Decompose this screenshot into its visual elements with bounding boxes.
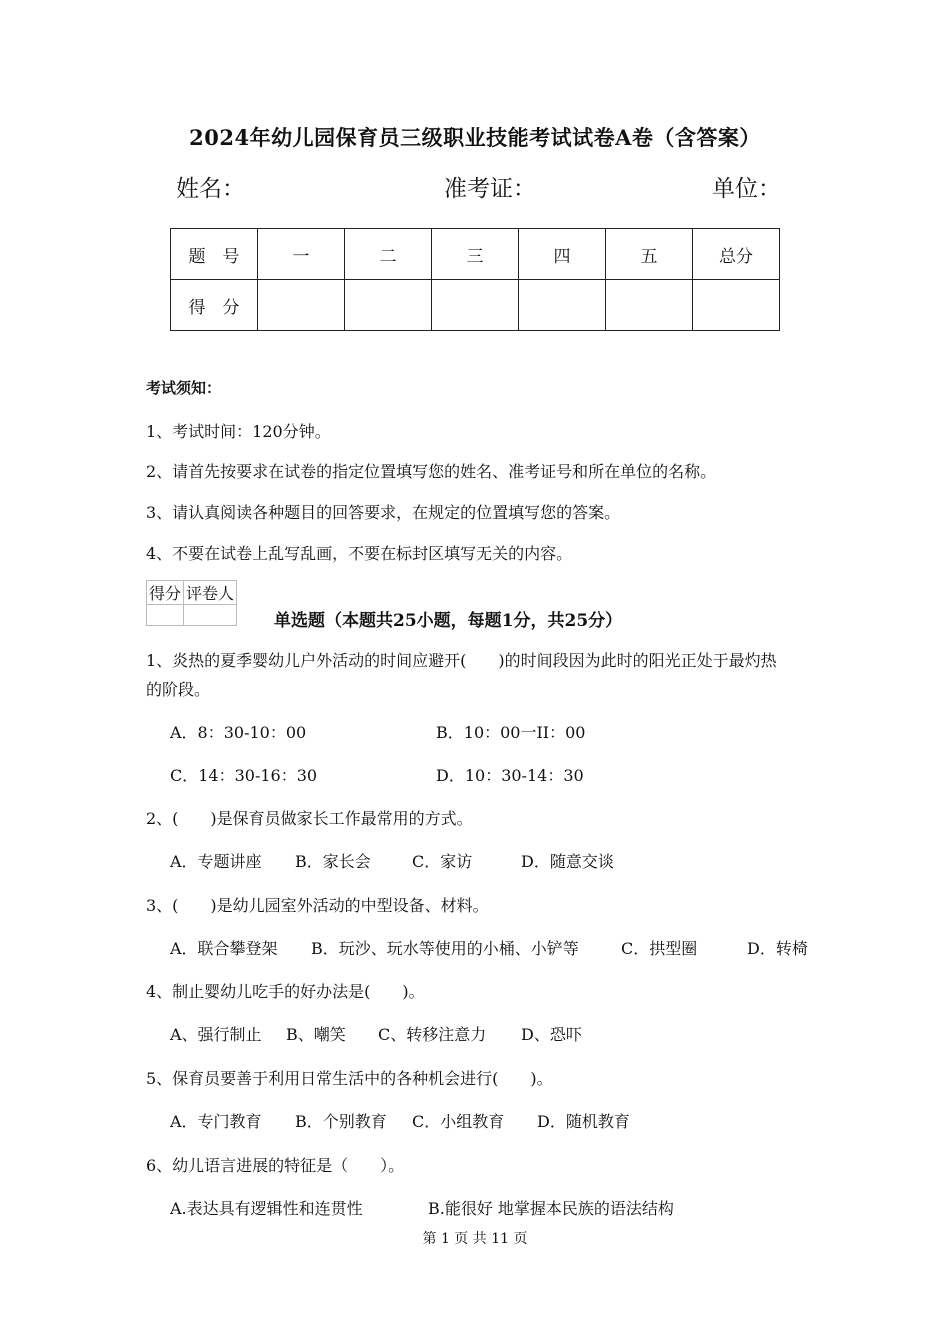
notice-item: 1、考试时间：120分钟。	[146, 422, 331, 441]
score-blank-cell[interactable]	[345, 280, 432, 331]
q1-option-b[interactable]: B．10：00一II：00	[436, 723, 586, 742]
question-6-text: 6、幼儿语言进展的特征是（ ）。	[146, 1156, 405, 1175]
section-title: 单选题（本题共25小题，每题1分，共25分）	[274, 611, 623, 631]
q2-option-c[interactable]: C．家访	[412, 852, 473, 871]
score-blank-cell[interactable]	[432, 280, 519, 331]
score-blank-cell[interactable]	[258, 280, 345, 331]
exam-id-label: 准考证：	[444, 176, 536, 202]
page-footer: 第 1 页 共 11 页	[422, 1231, 528, 1247]
unit-label: 单位：	[712, 176, 781, 202]
q1-option-a[interactable]: A．8：30-10：00	[170, 723, 307, 742]
q1-option-c[interactable]: C．14：30-16：30	[170, 766, 318, 785]
question-5-text: 5、保育员要善于利用日常生活中的各种机会进行( )。	[146, 1069, 553, 1088]
q4-option-a[interactable]: A、强行制止	[170, 1025, 262, 1044]
q4-option-c[interactable]: C、转移注意力	[378, 1025, 487, 1044]
question-2-text: 2、( )是保育员做家长工作最常用的方式。	[146, 809, 473, 828]
grader-score-blank[interactable]	[147, 605, 184, 626]
score-header-cell: 五	[606, 229, 693, 280]
grader-score-label: 得分	[147, 581, 184, 605]
score-blank-cell[interactable]	[606, 280, 693, 331]
notice-item: 3、请认真阅读各种题目的回答要求，在规定的位置填写您的答案。	[146, 503, 621, 522]
score-table-score-row	[171, 280, 780, 331]
notice-item: 2、请首先按要求在试卷的指定位置填写您的姓名、准考证号和所在单位的名称。	[146, 462, 717, 481]
q2-option-a[interactable]: A．专题讲座	[170, 852, 262, 871]
q3-option-d[interactable]: D．转椅	[747, 939, 808, 958]
q3-option-c[interactable]: C．拱型圈	[621, 939, 698, 958]
q5-option-d[interactable]: D．随机教育	[537, 1112, 630, 1131]
notice-heading: 考试须知：	[146, 379, 222, 397]
q5-option-b[interactable]: B．个别教育	[295, 1112, 387, 1131]
q3-option-b[interactable]: B．玩沙、玩水等使用的小桶、小铲等	[311, 939, 579, 958]
score-blank-cell[interactable]	[693, 280, 780, 331]
q3-option-a[interactable]: A．联合攀登架	[170, 939, 278, 958]
q1-option-d[interactable]: D．10：30-14：30	[436, 766, 584, 785]
score-header-cell: 一	[258, 229, 345, 280]
q5-option-a[interactable]: A．专门教育	[170, 1112, 262, 1131]
question-1-text: 1、炎热的夏季婴幼儿户外活动的时间应避开( )的时间段因为此时的阳光正处于最灼热	[146, 651, 777, 670]
grader-reviewer-blank[interactable]	[184, 605, 237, 626]
q6-option-b[interactable]: B.能很好 地掌握本民族的语法结构	[428, 1199, 674, 1218]
score-row-label: 得 分	[171, 280, 258, 331]
score-header-cell: 总分	[693, 229, 780, 280]
grader-reviewer-label: 评卷人	[184, 581, 237, 605]
score-header-cell: 题 号	[171, 229, 258, 280]
question-3-text: 3、( )是幼儿园室外活动的中型设备、材料。	[146, 896, 489, 915]
score-blank-cell[interactable]	[519, 280, 606, 331]
score-table-header-row	[171, 229, 780, 280]
notice-item: 4、不要在试卷上乱写乱画，不要在标封区填写无关的内容。	[146, 544, 573, 563]
score-table	[170, 228, 780, 331]
score-header-cell: 二	[345, 229, 432, 280]
name-label: 姓名：	[176, 176, 245, 202]
q4-option-b[interactable]: B、嘲笑	[286, 1025, 346, 1044]
question-4-text: 4、制止婴幼儿吃手的好办法是( )。	[146, 982, 425, 1001]
q2-option-b[interactable]: B．家长会	[295, 852, 371, 871]
q5-option-c[interactable]: C．小组教育	[412, 1112, 505, 1131]
score-header-cell: 四	[519, 229, 606, 280]
q2-option-d[interactable]: D．随意交谈	[521, 852, 614, 871]
q6-option-a[interactable]: A.表达具有逻辑性和连贯性	[170, 1199, 363, 1218]
score-header-cell: 三	[432, 229, 519, 280]
q4-option-d[interactable]: D、恐吓	[521, 1025, 582, 1044]
question-1-text-cont: 的阶段。	[146, 680, 211, 699]
page-title: 2024年幼儿园保育员三级职业技能考试试卷A卷（含答案）	[189, 125, 761, 150]
grader-box	[146, 580, 237, 626]
